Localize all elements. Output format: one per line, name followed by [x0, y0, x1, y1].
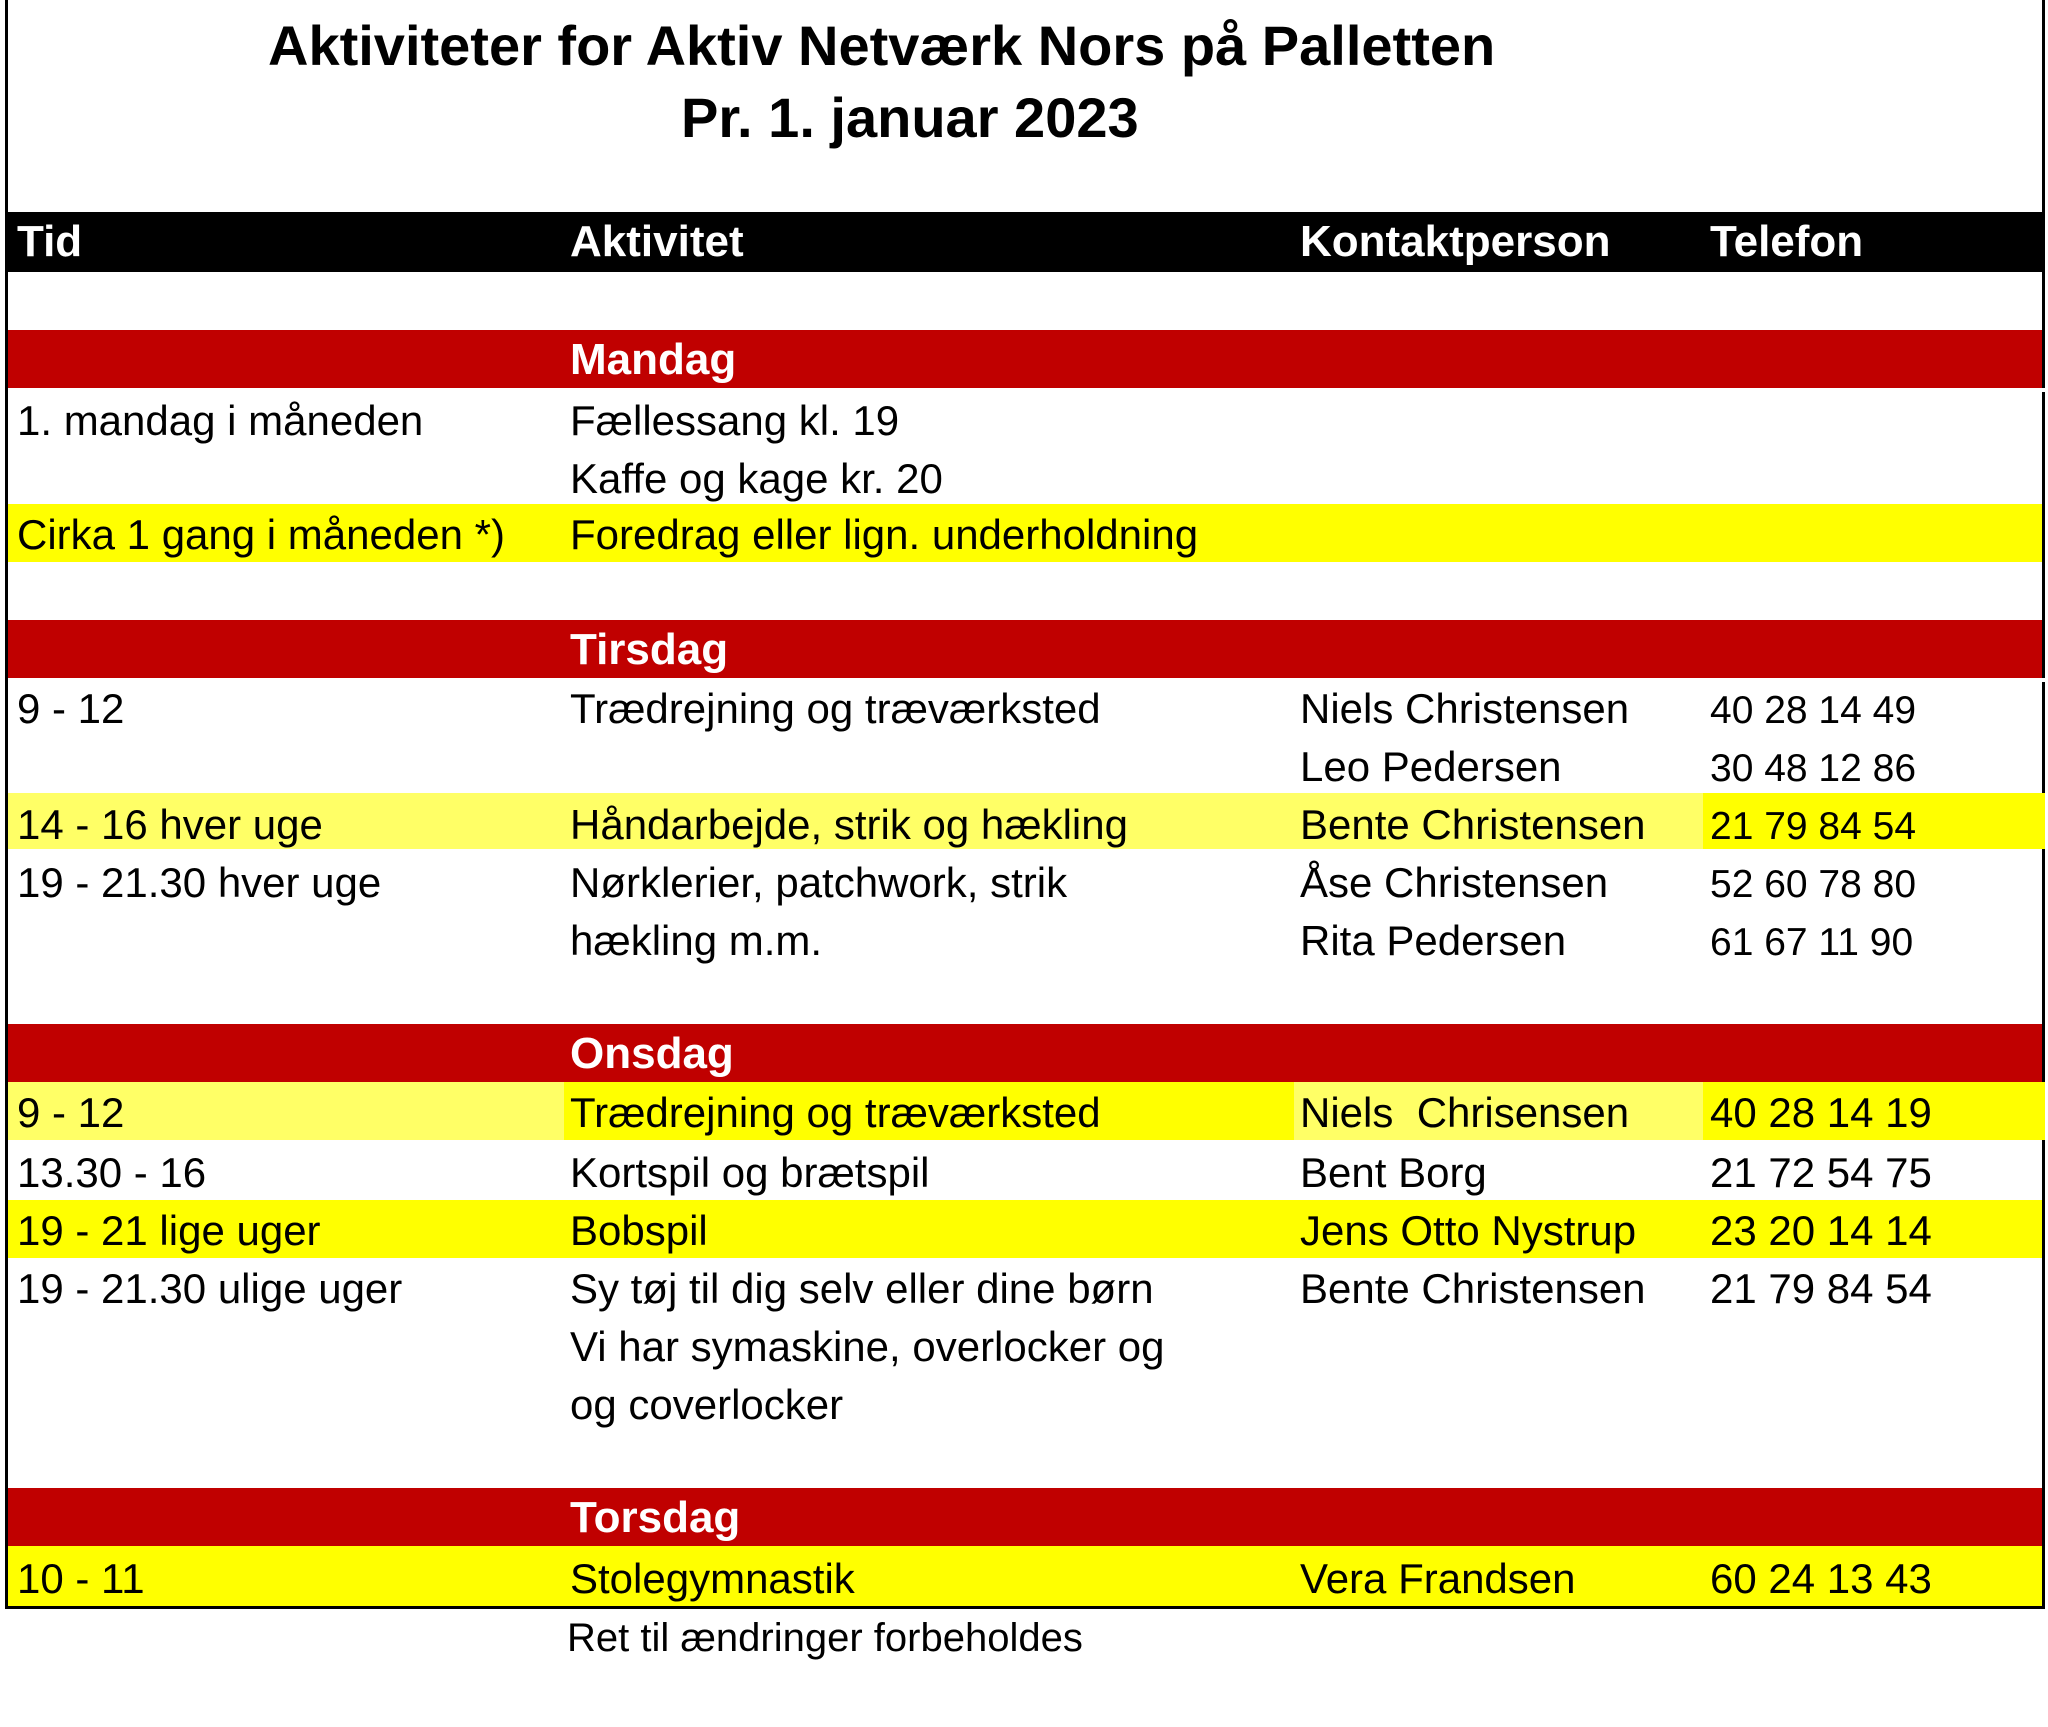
- day-band-tirsdag: [8, 620, 2042, 678]
- tirsdag-row1-telefon-2: 30 48 12 86: [1710, 747, 1917, 790]
- torsdag-row1-telefon: 60 24 13 43: [1710, 1555, 1932, 1602]
- divider: [1703, 678, 2045, 682]
- onsdag-row4-kontakt: Bente Christensen: [1300, 1265, 1646, 1312]
- tirsdag-row3-telefon-1: 52 60 78 80: [1710, 863, 1917, 906]
- mandag-row1-aktivitet-1: Fællessang kl. 19: [570, 397, 900, 444]
- tirsdag-row2-aktivitet: Håndarbejde, strik og hækling: [570, 801, 1128, 848]
- tirsdag-row3-kontakt-1: Åse Christensen: [1300, 859, 1609, 906]
- column-header-telefon: Telefon: [1710, 217, 1864, 266]
- tirsdag-row3-tid: 19 - 21.30 hver uge: [17, 859, 382, 906]
- tirsdag-row2-telefon: 21 79 84 54: [1710, 805, 1917, 848]
- torsdag-row1-tid: 10 - 11: [17, 1555, 145, 1602]
- onsdag-row4-aktivitet-2: Vi har symaskine, overlocker og: [570, 1323, 1165, 1370]
- onsdag-row4-aktivitet-1: Sy tøj til dig selv eller dine børn: [570, 1265, 1154, 1312]
- onsdag-row4-aktivitet-3: og coverlocker: [570, 1381, 844, 1428]
- tirsdag-row1-telefon-1: 40 28 14 49: [1710, 689, 1917, 732]
- tirsdag-row2-tid: 14 - 16 hver uge: [17, 801, 323, 848]
- tirsdag-row2-kontakt: Bente Christensen: [1300, 801, 1646, 848]
- tirsdag-row1-kontakt-1: Niels Christensen: [1300, 685, 1630, 732]
- mandag-row2-aktivitet: Foredrag eller lign. underholdning: [570, 511, 1199, 558]
- onsdag-row4-tid: 19 - 21.30 ulige uger: [17, 1265, 403, 1312]
- day-band-onsdag: [8, 1024, 2042, 1082]
- onsdag-row2-telefon: 21 72 54 75: [1710, 1149, 1932, 1196]
- day-band-torsdag: [8, 1488, 2042, 1546]
- day-label-torsdag: Torsdag: [570, 1493, 741, 1542]
- tirsdag-row3-aktivitet-2: hækling m.m.: [570, 917, 823, 964]
- onsdag-row1-kontakt: Niels Chrisensen: [1300, 1089, 1630, 1136]
- onsdag-row4-telefon: 21 79 84 54: [1710, 1265, 1932, 1312]
- tirsdag-row1-kontakt-2: Leo Pedersen: [1300, 743, 1562, 790]
- day-label-tirsdag: Tirsdag: [570, 625, 729, 674]
- mandag-row1-tid: 1. mandag i måneden: [17, 397, 424, 444]
- tirsdag-row3-kontakt-2: Rita Pedersen: [1300, 917, 1567, 964]
- day-label-onsdag: Onsdag: [570, 1029, 734, 1078]
- torsdag-row1-aktivitet: Stolegymnastik: [570, 1555, 855, 1602]
- mandag-row2-tid: Cirka 1 gang i måneden *): [17, 511, 505, 558]
- schedule-sheet: [5, 0, 2045, 1609]
- divider: [1703, 388, 2045, 392]
- footer-note: Ret til ændringer forbeholdes: [567, 1616, 1083, 1660]
- onsdag-row2-kontakt: Bent Borg: [1300, 1149, 1487, 1196]
- onsdag-row2-aktivitet: Kortspil og brætspil: [570, 1149, 930, 1196]
- column-header-tid: Tid: [17, 217, 83, 266]
- mandag-row1-aktivitet-2: Kaffe og kage kr. 20: [570, 455, 943, 502]
- column-header-kontaktperson: Kontaktperson: [1300, 217, 1611, 266]
- tirsdag-row1-tid: 9 - 12: [17, 685, 125, 732]
- onsdag-row1-aktivitet: Trædrejning og træværksted: [570, 1089, 1101, 1136]
- tirsdag-row3-telefon-2: 61 67 11 90: [1710, 921, 1914, 964]
- page-subtitle: Pr. 1. januar 2023: [681, 86, 1139, 149]
- column-header-aktivitet: Aktivitet: [570, 217, 744, 266]
- column-header-bar: [8, 212, 2042, 272]
- tirsdag-row1-aktivitet: Trædrejning og træværksted: [570, 685, 1101, 732]
- onsdag-row3-aktivitet: Bobspil: [570, 1207, 708, 1254]
- tirsdag-row3-aktivitet-1: Nørklerier, patchwork, strik: [570, 859, 1068, 906]
- onsdag-row3-kontakt: Jens Otto Nystrup: [1300, 1207, 1637, 1254]
- page-title: Aktiviteter for Aktiv Netværk Nors på Palletten: [268, 14, 1496, 77]
- torsdag-row1-kontakt: Vera Frandsen: [1300, 1555, 1576, 1602]
- onsdag-row3-telefon: 23 20 14 14: [1710, 1207, 1932, 1254]
- onsdag-row2-tid: 13.30 - 16: [17, 1149, 207, 1196]
- onsdag-row1-tid: 9 - 12: [17, 1089, 125, 1136]
- day-label-mandag: Mandag: [570, 335, 737, 384]
- day-band-mandag: [8, 330, 2042, 388]
- onsdag-row1-telefon: 40 28 14 19: [1710, 1089, 1932, 1136]
- onsdag-row3-tid: 19 - 21 lige uger: [17, 1207, 321, 1254]
